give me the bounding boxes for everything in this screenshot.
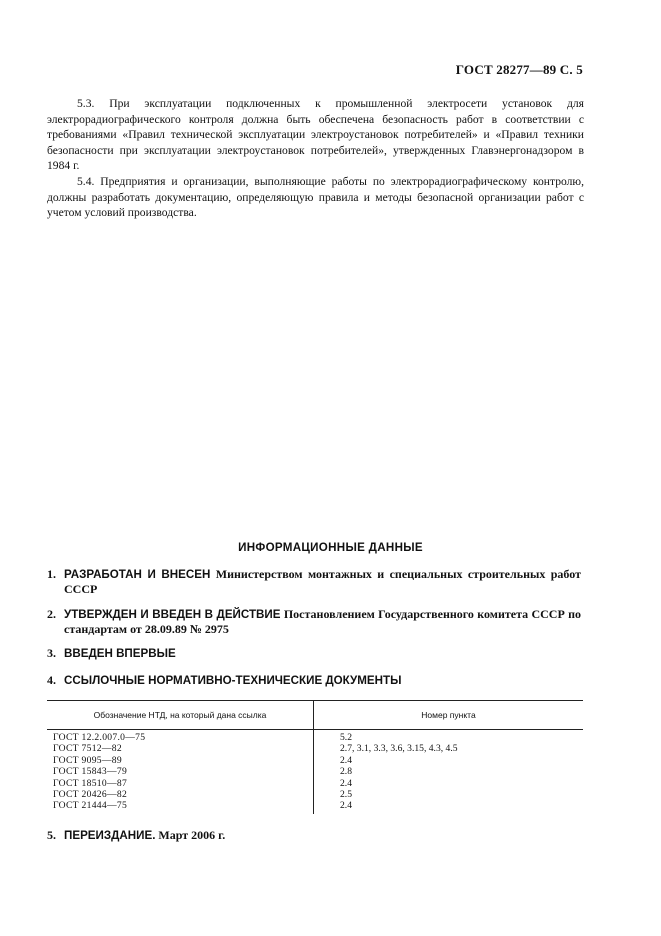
doc-cell: ГОСТ 21444—75 [53,800,128,812]
info-item-number: 3. [47,646,56,660]
info-item-lead: РАЗРАБОТАН И ВНЕСЕН [64,568,211,581]
table-row [47,743,583,754]
point-cell: 2.8 [340,766,352,778]
table-row [47,766,583,777]
info-item-lead: УТВЕРЖДЕН И ВВЕДЕН В ДЕЙСТВИЕ [64,608,281,621]
table-row [47,789,583,800]
info-item-number: 4. [47,673,56,687]
info-item-5 [47,828,581,843]
doc-cell: ГОСТ 12.2.007.0—75 [53,732,146,743]
info-item-3 [47,646,581,661]
body-text [47,96,584,221]
table-row [47,755,583,766]
paragraph-5-4: 5.4. Предприятия и организации, выполняющие работы по электрорадиографическому контролю, должны разработать документацию, определяющую правила и методы безопасной организации работ с учетом условий производства. [47,174,584,220]
point-cell: 2.5 [340,788,352,800]
info-item-number: 2. [47,607,56,621]
info-item-text: Март 2006 г. [155,828,226,842]
point-cell: 2.4 [340,777,352,789]
column-header-document: Обозначение НТД, на который дана ссылка [47,701,314,729]
table-header [47,700,583,730]
table-row [47,732,583,743]
point-cell: 2.7, 3.1, 3.3, 3.6, 3.15, 4.3, 4.5 [340,743,458,755]
column-header-point: Номер пункта [421,710,476,720]
point-cell: 2.4 [340,754,352,766]
info-item-number: 1. [47,567,56,581]
info-item-2 [47,607,581,637]
info-item-text: Постановлением Государственного комитета СССР по стандартам от 28.09.89 № 2975 [64,607,582,636]
info-item-number: 5. [47,828,56,842]
point-cell: 2.4 [340,800,352,812]
doc-cell: ГОСТ 18510—87 [53,777,128,789]
doc-cell: ГОСТ 7512—82 [53,743,122,755]
info-item-1 [47,567,581,597]
doc-cell: ГОСТ 20426—82 [53,788,128,800]
reference-documents-table [47,700,583,812]
info-item-lead: ВВЕДЕН ВПЕРВЫЕ [64,647,176,660]
info-section-title: ИНФОРМАЦИОННЫЕ ДАННЫЕ [238,541,423,554]
table-row [47,800,583,811]
info-item-lead: ССЫЛОЧНЫЕ НОРМАТИВНО-ТЕХНИЧЕСКИЕ ДОКУМЕНТЫ [64,674,402,687]
info-item-lead: ПЕРЕИЗДАНИЕ. [64,829,156,842]
info-item-4 [47,673,581,688]
table-body [47,730,583,812]
table-row [47,778,583,789]
page-header: ГОСТ 28277—89 С. 5 [455,62,583,77]
info-item-text: Министерством монтажных и специальных строительных работ СССР [64,567,581,596]
doc-cell: ГОСТ 15843—79 [53,766,128,778]
paragraph-5-3: 5.3. При эксплуатации подключенных к промышленной электросети установок для электрорадиографического контроля должна быть обеспечена безопасность работ в соответствии с требованиями «Правил технической эксплуатации электроустановок потребителей» и «Правил техники безопасности при эксплуатации электроустановок потребителей», утвержденных Главэнергонадзором в 1984 г. [47,97,584,173]
point-cell: 5.2 [340,732,352,743]
doc-cell: ГОСТ 9095—89 [53,754,122,766]
